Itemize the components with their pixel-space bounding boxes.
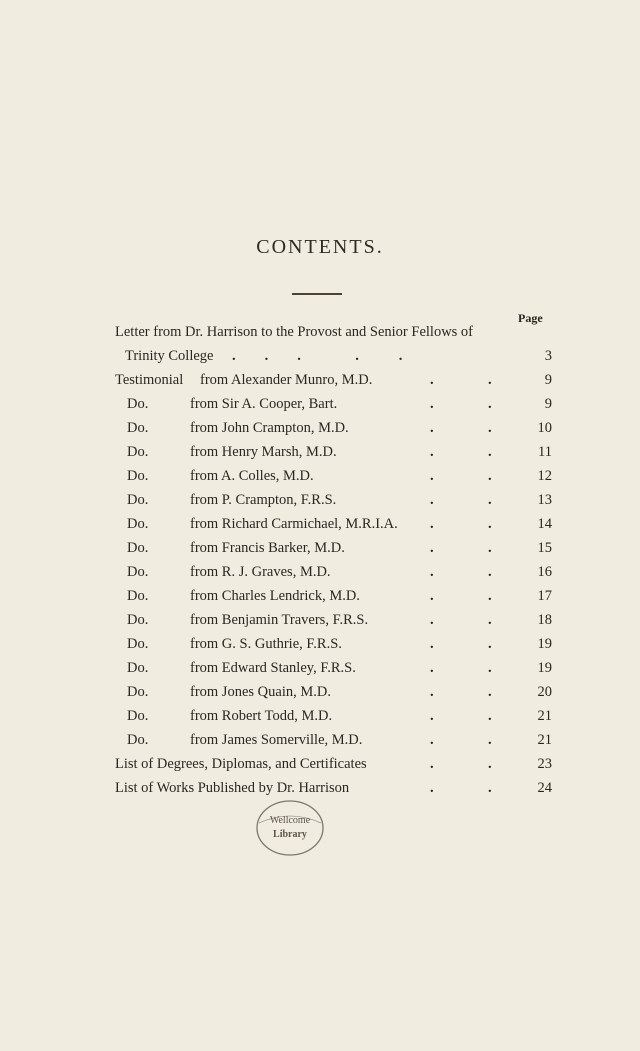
toc-page-number: 16 [537,564,552,580]
toc-page-number: 3 [544,348,552,364]
toc-entry: List of Works Published by Dr. Harrison . . 24 [0,777,640,799]
toc-entry: List of Degrees, Diplomas, and Certificates . . 23 [0,753,640,775]
toc-page-number: 13 [537,492,552,508]
toc-entry: Do. from Charles Lendrick, M.D. . . 17 [0,585,640,607]
toc-entry-prefix: Do. [127,492,149,508]
toc-page-number: 21 [537,732,552,748]
toc-entry-prefix: Do. [127,468,149,484]
toc-page-number: 9 [544,372,552,388]
toc-entry-prefix: Do. [127,540,149,556]
toc-entry-text: from G. S. Guthrie, F.R.S. [190,636,342,652]
toc-entry-text: from P. Crampton, F.R.S. [190,492,337,508]
toc-entry: Do. from Edward Stanley, F.R.S. . . 19 [0,657,640,679]
toc-entry-prefix: Do. [127,684,149,700]
toc-entry-text: from Jones Quain, M.D. [190,684,331,700]
toc-page-number: 24 [537,780,552,796]
page-title: CONTENTS. [256,236,384,258]
toc-entry-prefix: Do. [127,396,149,412]
toc-entry-prefix: Do. [127,564,149,580]
toc-entry-text: from John Crampton, M.D. [190,420,349,436]
toc-entry-text: from James Somerville, M.D. [190,732,363,748]
toc-entry-text: from Alexander Munro, M.D. [200,372,373,388]
toc-entry-prefix: Do. [127,588,149,604]
toc-entry-prefix: Do. [127,636,149,652]
toc-entry-text: from Robert Todd, M.D. [190,708,333,724]
toc-page-number: 15 [537,540,552,556]
toc-entry-prefix: Do. [127,660,149,676]
toc-entry-text: from Richard Carmichael, M.R.I.A. [190,516,398,532]
toc-entry: Do. from Jones Quain, M.D. . . 20 [0,681,640,703]
toc-entry-text: from Charles Lendrick, M.D. [190,588,360,604]
toc-page-number: 21 [537,708,552,724]
toc-entry: Do. from G. S. Guthrie, F.R.S. . . 19 [0,633,640,655]
toc-entry-text: from Sir A. Cooper, Bart. [190,396,338,412]
toc-entry-text: from Henry Marsh, M.D. [190,444,337,460]
toc-entry: Testimonial from Alexander Munro, M.D. . . 9 [0,369,640,391]
toc-entry-prefix: Testimonial [115,372,184,388]
toc-entry-text: from Benjamin Travers, F.R.S. [190,612,369,628]
toc-page-number: 12 [537,468,552,484]
toc-page-number: 11 [538,444,552,460]
toc-entry-letter-line2 [0,345,640,367]
toc-entry: Do. from Benjamin Travers, F.R.S. . . 18 [0,609,640,631]
page-column-header: Page [518,311,543,325]
toc-entry-prefix: Do. [127,708,149,724]
toc-entry: Do. from Henry Marsh, M.D. . . 11 [0,441,640,463]
toc-page-number: 19 [537,636,552,652]
toc-page-number: 19 [537,660,552,676]
toc-entry-prefix: Do. [127,612,149,628]
toc-entry-prefix: Do. [127,444,149,460]
toc-entry-text: Trinity College [125,348,214,364]
toc-entry-text: from A. Colles, M.D. [190,468,314,484]
toc-entry: Do. from R. J. Graves, M.D. . . 16 [0,561,640,583]
toc-page-number: 17 [537,588,552,604]
library-stamp [253,797,327,859]
toc-page-number: 20 [537,684,552,700]
toc-page-number: 9 [544,396,552,412]
toc-entry: Do. from Sir A. Cooper, Bart. . . 9 [0,393,640,415]
toc-entry: Do. from Francis Barker, M.D. . . 15 [0,537,640,559]
toc-entry: Do. from Richard Carmichael, M.R.I.A. . . 14 [0,513,640,535]
toc-entry-prefix: Do. [127,516,149,532]
toc-entry-text: List of Works Published by Dr. Harrison [115,780,350,796]
toc-entry: Do. from James Somerville, M.D. . . 21 [0,729,640,751]
toc-entry-prefix: Do. [127,732,149,748]
toc-entry-text: from Francis Barker, M.D. [190,540,345,556]
toc-page-number: 18 [537,612,552,628]
toc-entry-letter-line1 [0,321,640,343]
toc-page-number: 23 [537,756,552,772]
toc-page-number: 10 [537,420,552,436]
stamp-line2: Library [273,829,307,840]
toc-entry: Do. from A. Colles, M.D. . . 12 [0,465,640,487]
leader-dots: . . . . . [232,348,403,364]
toc-entry-text: from R. J. Graves, M.D. [190,564,331,580]
stamp-line1: Wellcome [269,815,311,826]
toc-entry-text: List of Degrees, Diplomas, and Certificates [115,756,367,772]
toc-entry: Do. from P. Crampton, F.R.S. . . 13 [0,489,640,511]
toc-entry-prefix: Do. [127,420,149,436]
title-rule [292,293,342,295]
toc-entry: Do. from Robert Todd, M.D. . . 21 [0,705,640,727]
toc-entry: Do. from John Crampton, M.D. . . 10 [0,417,640,439]
toc-entry-text: from Edward Stanley, F.R.S. [190,660,356,676]
toc-page-number: 14 [537,516,552,532]
toc-entry-text: Letter from Dr. Harrison to the Provost and Senior Fellows of [115,324,474,340]
